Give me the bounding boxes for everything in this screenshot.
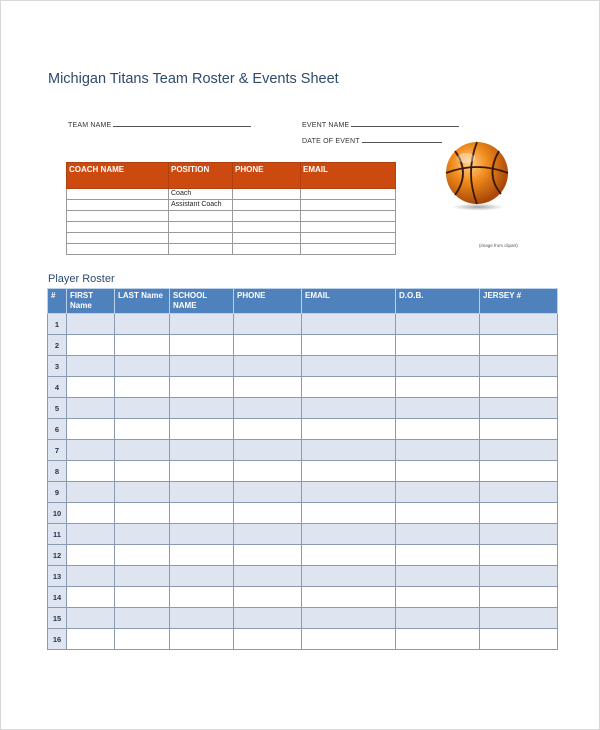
roster-row-number: 15 (48, 608, 67, 629)
coach-table-cell[interactable] (67, 200, 169, 211)
roster-cell[interactable] (170, 482, 234, 503)
roster-cell[interactable] (234, 566, 302, 587)
roster-cell[interactable] (302, 356, 396, 377)
roster-cell[interactable] (67, 398, 115, 419)
roster-cell[interactable] (396, 398, 480, 419)
roster-row-number: 11 (48, 524, 67, 545)
roster-row-number: 7 (48, 440, 67, 461)
roster-cell[interactable] (234, 587, 302, 608)
roster-cell[interactable] (170, 503, 234, 524)
coach-table-row (67, 244, 396, 255)
roster-cell[interactable] (396, 377, 480, 398)
roster-cell[interactable] (67, 440, 115, 461)
roster-header-cell: PHONE (234, 289, 302, 314)
roster-cell[interactable] (67, 356, 115, 377)
roster-cell[interactable] (115, 314, 170, 335)
coach-table-cell[interactable] (301, 222, 396, 233)
coach-table-cell[interactable] (67, 211, 169, 222)
roster-cell[interactable] (115, 503, 170, 524)
coach-table-cell[interactable] (67, 222, 169, 233)
roster-row (48, 398, 558, 419)
roster-cell[interactable] (170, 461, 234, 482)
coach-table-cell[interactable] (233, 189, 301, 200)
roster-row (48, 587, 558, 608)
roster-row (48, 356, 558, 377)
roster-cell[interactable] (170, 314, 234, 335)
roster-cell[interactable] (480, 419, 558, 440)
roster-row-number: 1 (48, 314, 67, 335)
coach-table-cell[interactable] (67, 233, 169, 244)
team-name-label: TEAM NAME (68, 122, 112, 129)
roster-cell[interactable] (302, 335, 396, 356)
roster-cell[interactable] (396, 461, 480, 482)
roster-cell[interactable] (115, 440, 170, 461)
roster-row (48, 461, 558, 482)
coach-table-cell[interactable] (301, 211, 396, 222)
basketball-icon (441, 139, 513, 211)
roster-cell[interactable] (480, 461, 558, 482)
roster-cell[interactable] (67, 545, 115, 566)
roster-cell[interactable] (480, 398, 558, 419)
coach-table-cell[interactable] (169, 222, 233, 233)
roster-cell[interactable] (480, 524, 558, 545)
roster-cell[interactable] (115, 608, 170, 629)
roster-header-cell: LAST Name (115, 289, 170, 314)
coach-table-cell[interactable] (301, 189, 396, 200)
roster-cell[interactable] (302, 314, 396, 335)
roster-cell[interactable] (67, 524, 115, 545)
roster-cell[interactable] (480, 545, 558, 566)
roster-cell[interactable] (480, 587, 558, 608)
team-name-line (113, 120, 251, 127)
roster-cell[interactable] (67, 503, 115, 524)
roster-row (48, 608, 558, 629)
roster-row-number: 14 (48, 587, 67, 608)
roster-cell[interactable] (396, 608, 480, 629)
roster-cell[interactable] (480, 482, 558, 503)
roster-cell[interactable] (67, 566, 115, 587)
roster-row-number: 13 (48, 566, 67, 587)
coach-header-cell: POSITION (169, 163, 233, 189)
roster-cell[interactable] (170, 398, 234, 419)
roster-cell[interactable] (67, 587, 115, 608)
roster-cell[interactable] (115, 461, 170, 482)
roster-cell[interactable] (170, 440, 234, 461)
roster-cell[interactable] (396, 566, 480, 587)
roster-row (48, 503, 558, 524)
coach-table-cell[interactable] (169, 233, 233, 244)
roster-row (48, 419, 558, 440)
team-name-field[interactable] (68, 120, 251, 129)
coach-table-cell[interactable]: Coach (169, 189, 233, 200)
roster-cell[interactable] (67, 608, 115, 629)
roster-cell[interactable] (170, 608, 234, 629)
roster-cell[interactable] (396, 356, 480, 377)
roster-cell[interactable] (480, 335, 558, 356)
roster-row-number: 4 (48, 377, 67, 398)
roster-cell[interactable] (480, 608, 558, 629)
roster-row-number: 10 (48, 503, 67, 524)
roster-cell[interactable] (302, 461, 396, 482)
image-caption: (image from clipart) (479, 243, 518, 248)
roster-cell[interactable] (234, 398, 302, 419)
roster-row (48, 482, 558, 503)
roster-cell[interactable] (115, 482, 170, 503)
roster-cell[interactable] (115, 335, 170, 356)
roster-cell[interactable] (234, 461, 302, 482)
roster-row (48, 629, 558, 650)
roster-cell[interactable] (170, 629, 234, 650)
roster-header-cell: SCHOOL NAME (170, 289, 234, 314)
roster-cell[interactable] (67, 335, 115, 356)
coach-header-cell: PHONE (233, 163, 301, 189)
roster-header-row (48, 289, 558, 314)
roster-cell[interactable] (170, 356, 234, 377)
roster-cell[interactable] (302, 545, 396, 566)
event-name-label: EVENT NAME (302, 122, 350, 129)
roster-cell[interactable] (170, 377, 234, 398)
coach-table-cell[interactable]: Assistant Coach (169, 200, 233, 211)
roster-cell[interactable] (234, 440, 302, 461)
roster-row (48, 524, 558, 545)
roster-cell[interactable] (480, 356, 558, 377)
roster-cell[interactable] (115, 419, 170, 440)
roster-header-cell: JERSEY # (480, 289, 558, 314)
roster-cell[interactable] (115, 566, 170, 587)
roster-cell[interactable] (396, 419, 480, 440)
coach-table-cell[interactable] (169, 244, 233, 255)
coach-table-row (67, 200, 396, 211)
roster-cell[interactable] (234, 356, 302, 377)
roster-row-number: 12 (48, 545, 67, 566)
roster-row-number: 2 (48, 335, 67, 356)
roster-cell[interactable] (67, 314, 115, 335)
coach-table-row (67, 189, 396, 200)
coach-table-cell[interactable] (169, 211, 233, 222)
roster-cell[interactable] (302, 377, 396, 398)
roster-row (48, 377, 558, 398)
roster-cell[interactable] (396, 545, 480, 566)
event-name-line (351, 120, 459, 127)
roster-cell[interactable] (67, 482, 115, 503)
roster-cell[interactable] (480, 314, 558, 335)
roster-cell[interactable] (234, 482, 302, 503)
roster-header-cell: # (48, 289, 67, 314)
roster-cell[interactable] (234, 545, 302, 566)
roster-cell[interactable] (170, 419, 234, 440)
roster-cell[interactable] (302, 587, 396, 608)
roster-cell[interactable] (396, 587, 480, 608)
roster-cell[interactable] (302, 482, 396, 503)
roster-cell[interactable] (234, 335, 302, 356)
coach-table-row (67, 211, 396, 222)
roster-cell[interactable] (115, 524, 170, 545)
roster-cell[interactable] (234, 377, 302, 398)
date-of-event-line (362, 136, 442, 143)
roster-cell[interactable] (396, 314, 480, 335)
coach-table-cell[interactable] (233, 211, 301, 222)
coach-table-cell[interactable] (301, 200, 396, 211)
coach-table-cell[interactable] (301, 244, 396, 255)
roster-cell[interactable] (234, 419, 302, 440)
roster-row-number: 3 (48, 356, 67, 377)
roster-cell[interactable] (302, 566, 396, 587)
roster-cell[interactable] (115, 377, 170, 398)
roster-cell[interactable] (67, 377, 115, 398)
coach-table-cell[interactable] (233, 233, 301, 244)
roster-cell[interactable] (115, 587, 170, 608)
roster-cell[interactable] (480, 503, 558, 524)
roster-cell[interactable] (396, 440, 480, 461)
roster-cell[interactable] (170, 335, 234, 356)
roster-row-number: 9 (48, 482, 67, 503)
coach-table-cell[interactable] (67, 244, 169, 255)
roster-cell[interactable] (302, 629, 396, 650)
roster-cell[interactable] (234, 608, 302, 629)
coach-header-cell: EMAIL (301, 163, 396, 189)
roster-cell[interactable] (302, 440, 396, 461)
roster-cell[interactable] (396, 335, 480, 356)
roster-cell[interactable] (302, 524, 396, 545)
roster-cell[interactable] (480, 440, 558, 461)
coach-table-cell[interactable] (233, 244, 301, 255)
roster-row-number: 16 (48, 629, 67, 650)
roster-row-number: 8 (48, 461, 67, 482)
roster-row (48, 314, 558, 335)
roster-cell[interactable] (302, 398, 396, 419)
roster-cell[interactable] (67, 461, 115, 482)
coach-table-cell[interactable] (233, 222, 301, 233)
roster-cell[interactable] (302, 503, 396, 524)
roster-title: Player Roster (48, 273, 115, 285)
roster-cell[interactable] (480, 566, 558, 587)
roster-cell[interactable] (234, 503, 302, 524)
roster-row (48, 566, 558, 587)
roster-cell[interactable] (170, 566, 234, 587)
roster-row (48, 335, 558, 356)
roster-cell[interactable] (170, 587, 234, 608)
roster-cell[interactable] (67, 629, 115, 650)
coach-table-cell[interactable] (301, 233, 396, 244)
roster-row-number: 6 (48, 419, 67, 440)
roster-cell[interactable] (302, 419, 396, 440)
coach-table (66, 162, 396, 255)
roster-cell[interactable] (234, 524, 302, 545)
roster-cell[interactable] (396, 524, 480, 545)
roster-cell[interactable] (234, 314, 302, 335)
coach-header-row (67, 163, 396, 189)
roster-header-cell: FIRST Name (67, 289, 115, 314)
roster-header-cell: EMAIL (302, 289, 396, 314)
roster-header-cell: D.O.B. (396, 289, 480, 314)
coach-table-row (67, 233, 396, 244)
roster-cell[interactable] (302, 608, 396, 629)
page-title: Michigan Titans Team Roster & Events Sheet (48, 71, 339, 87)
player-roster-table (47, 288, 558, 650)
roster-cell[interactable] (480, 629, 558, 650)
roster-cell[interactable] (115, 629, 170, 650)
roster-row (48, 545, 558, 566)
date-of-event-label: DATE OF EVENT (302, 138, 360, 145)
roster-row-number: 5 (48, 398, 67, 419)
roster-cell[interactable] (115, 356, 170, 377)
coach-header-cell: COACH NAME (67, 163, 169, 189)
roster-cell[interactable] (396, 503, 480, 524)
roster-cell[interactable] (67, 419, 115, 440)
roster-cell[interactable] (170, 524, 234, 545)
roster-cell[interactable] (115, 545, 170, 566)
roster-cell[interactable] (396, 482, 480, 503)
roster-cell[interactable] (396, 629, 480, 650)
date-of-event-field[interactable] (302, 136, 442, 145)
roster-row (48, 440, 558, 461)
coach-table-row (67, 222, 396, 233)
roster-cell[interactable] (480, 377, 558, 398)
coach-table-cell[interactable] (233, 200, 301, 211)
roster-cell[interactable] (170, 545, 234, 566)
event-name-field[interactable] (302, 120, 459, 129)
roster-cell[interactable] (115, 398, 170, 419)
roster-cell[interactable] (234, 629, 302, 650)
coach-table-cell[interactable] (67, 189, 169, 200)
